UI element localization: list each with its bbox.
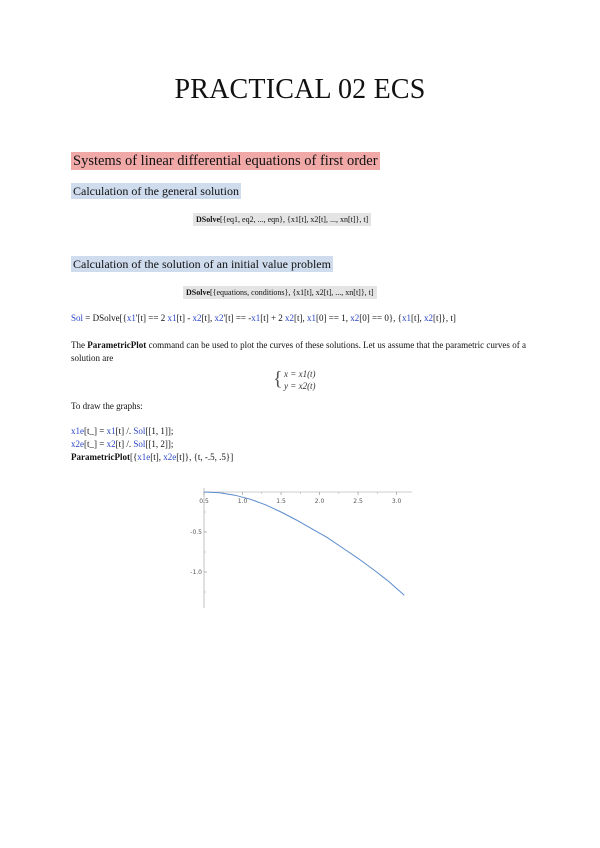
paragraph-text: command can be used to plot the curves of these solutions. Let us assume that the parametric curves of a solution are bbox=[71, 340, 526, 363]
code-token: [t], bbox=[294, 313, 308, 323]
code-token: [0] == 1, bbox=[316, 313, 351, 323]
code-token: x1e bbox=[71, 426, 84, 436]
parametricplot-keyword: ParametricPlot bbox=[87, 340, 147, 350]
code-token: [[1, 1]]; bbox=[145, 426, 174, 436]
dsolve-args: [{equations, conditions}, {x1[t], x2[t], ..., xn[t]}, t] bbox=[210, 288, 374, 297]
code-token: x1e bbox=[137, 452, 151, 462]
code-token: [t_] = bbox=[84, 426, 107, 436]
code-token: '[t] == - bbox=[223, 313, 252, 323]
code-token: Sol bbox=[71, 313, 84, 323]
x-tick-label: 2.0 bbox=[314, 498, 325, 505]
code-token: x1 bbox=[402, 313, 411, 323]
code-token: x2 bbox=[214, 313, 224, 323]
left-brace-icon: { bbox=[273, 368, 283, 390]
code-token: Sol bbox=[133, 426, 146, 436]
formula-line-x: x = x1(t) bbox=[284, 369, 316, 379]
code-token: [[1, 2]]; bbox=[145, 439, 174, 449]
code-line-x2e bbox=[71, 438, 173, 450]
parametric-plot-paragraph bbox=[71, 339, 526, 365]
code-token: = DSolve[{ bbox=[83, 313, 127, 323]
y-tick-label: -0.5 bbox=[190, 529, 202, 536]
x-tick-label: 1.5 bbox=[276, 498, 286, 505]
code-token: x2 bbox=[285, 313, 295, 323]
code-token: x1 bbox=[251, 313, 261, 323]
code-token: [t], bbox=[411, 313, 424, 323]
dsolve-general-syntax bbox=[193, 213, 371, 226]
formula-line-y: y = x2(t) bbox=[284, 381, 316, 391]
code-token: x2e bbox=[163, 452, 177, 462]
parametric-formula bbox=[273, 368, 316, 392]
code-token: x2 bbox=[350, 313, 360, 323]
subheading-initial-value: Calculation of the solution of an initial value problem bbox=[73, 257, 331, 271]
code-token: x2 bbox=[106, 439, 116, 449]
sol-definition-line bbox=[71, 312, 456, 324]
subheading-general-solution: Calculation of the general solution bbox=[73, 184, 239, 198]
code-line-x1e bbox=[71, 425, 173, 437]
parametric-plot-chart bbox=[190, 480, 420, 620]
code-token: [t] + 2 bbox=[260, 313, 286, 323]
dsolve-keyword: DSolve bbox=[196, 215, 220, 224]
x-tick-label: 0.5 bbox=[199, 498, 209, 505]
code-token: [t], bbox=[150, 452, 164, 462]
code-token: [t], bbox=[201, 313, 215, 323]
code-token: [0] == 0}, { bbox=[359, 313, 402, 323]
code-token: x2e bbox=[71, 439, 84, 449]
series-line bbox=[204, 492, 404, 595]
paragraph-text: The bbox=[71, 340, 88, 350]
code-token: x2 bbox=[424, 313, 433, 323]
code-token: [t] /. bbox=[115, 426, 134, 436]
code-token: x1 bbox=[106, 426, 116, 436]
y-tick-label: -1.0 bbox=[190, 569, 202, 576]
page-title: PRACTICAL 02 ECS bbox=[174, 74, 426, 105]
code-token: Sol bbox=[133, 439, 146, 449]
dsolve-keyword: DSolve bbox=[186, 288, 210, 297]
code-line-parametricplot bbox=[71, 451, 233, 463]
section-heading: Systems of linear differential equations of first order bbox=[73, 153, 378, 169]
code-token: [t]}, t] bbox=[433, 313, 456, 323]
code-token: x1 bbox=[126, 313, 136, 323]
code-token: [t] - bbox=[176, 313, 193, 323]
code-token: x1 bbox=[307, 313, 317, 323]
code-token: x2 bbox=[192, 313, 202, 323]
code-token: '[t] == 2 bbox=[135, 313, 168, 323]
code-token: ParametricPlot bbox=[71, 452, 130, 462]
draw-graphs-text: To draw the graphs: bbox=[71, 401, 143, 411]
x-tick-label: 3.0 bbox=[391, 498, 402, 505]
x-tick-label: 1.0 bbox=[237, 498, 248, 505]
x-tick-label: 2.5 bbox=[353, 498, 363, 505]
dsolve-ivp-syntax bbox=[183, 286, 377, 299]
dsolve-args: [{eq1, eq2, ..., eqn}, {x1[t], x2[t], ..., xn[t]}, t] bbox=[220, 215, 369, 224]
code-token: x1 bbox=[167, 313, 177, 323]
code-token: [t]}, {t, -.5, .5}] bbox=[176, 452, 234, 462]
code-token: [{ bbox=[129, 452, 138, 462]
code-token: [t_] = bbox=[84, 439, 107, 449]
code-token: [t] /. bbox=[115, 439, 134, 449]
